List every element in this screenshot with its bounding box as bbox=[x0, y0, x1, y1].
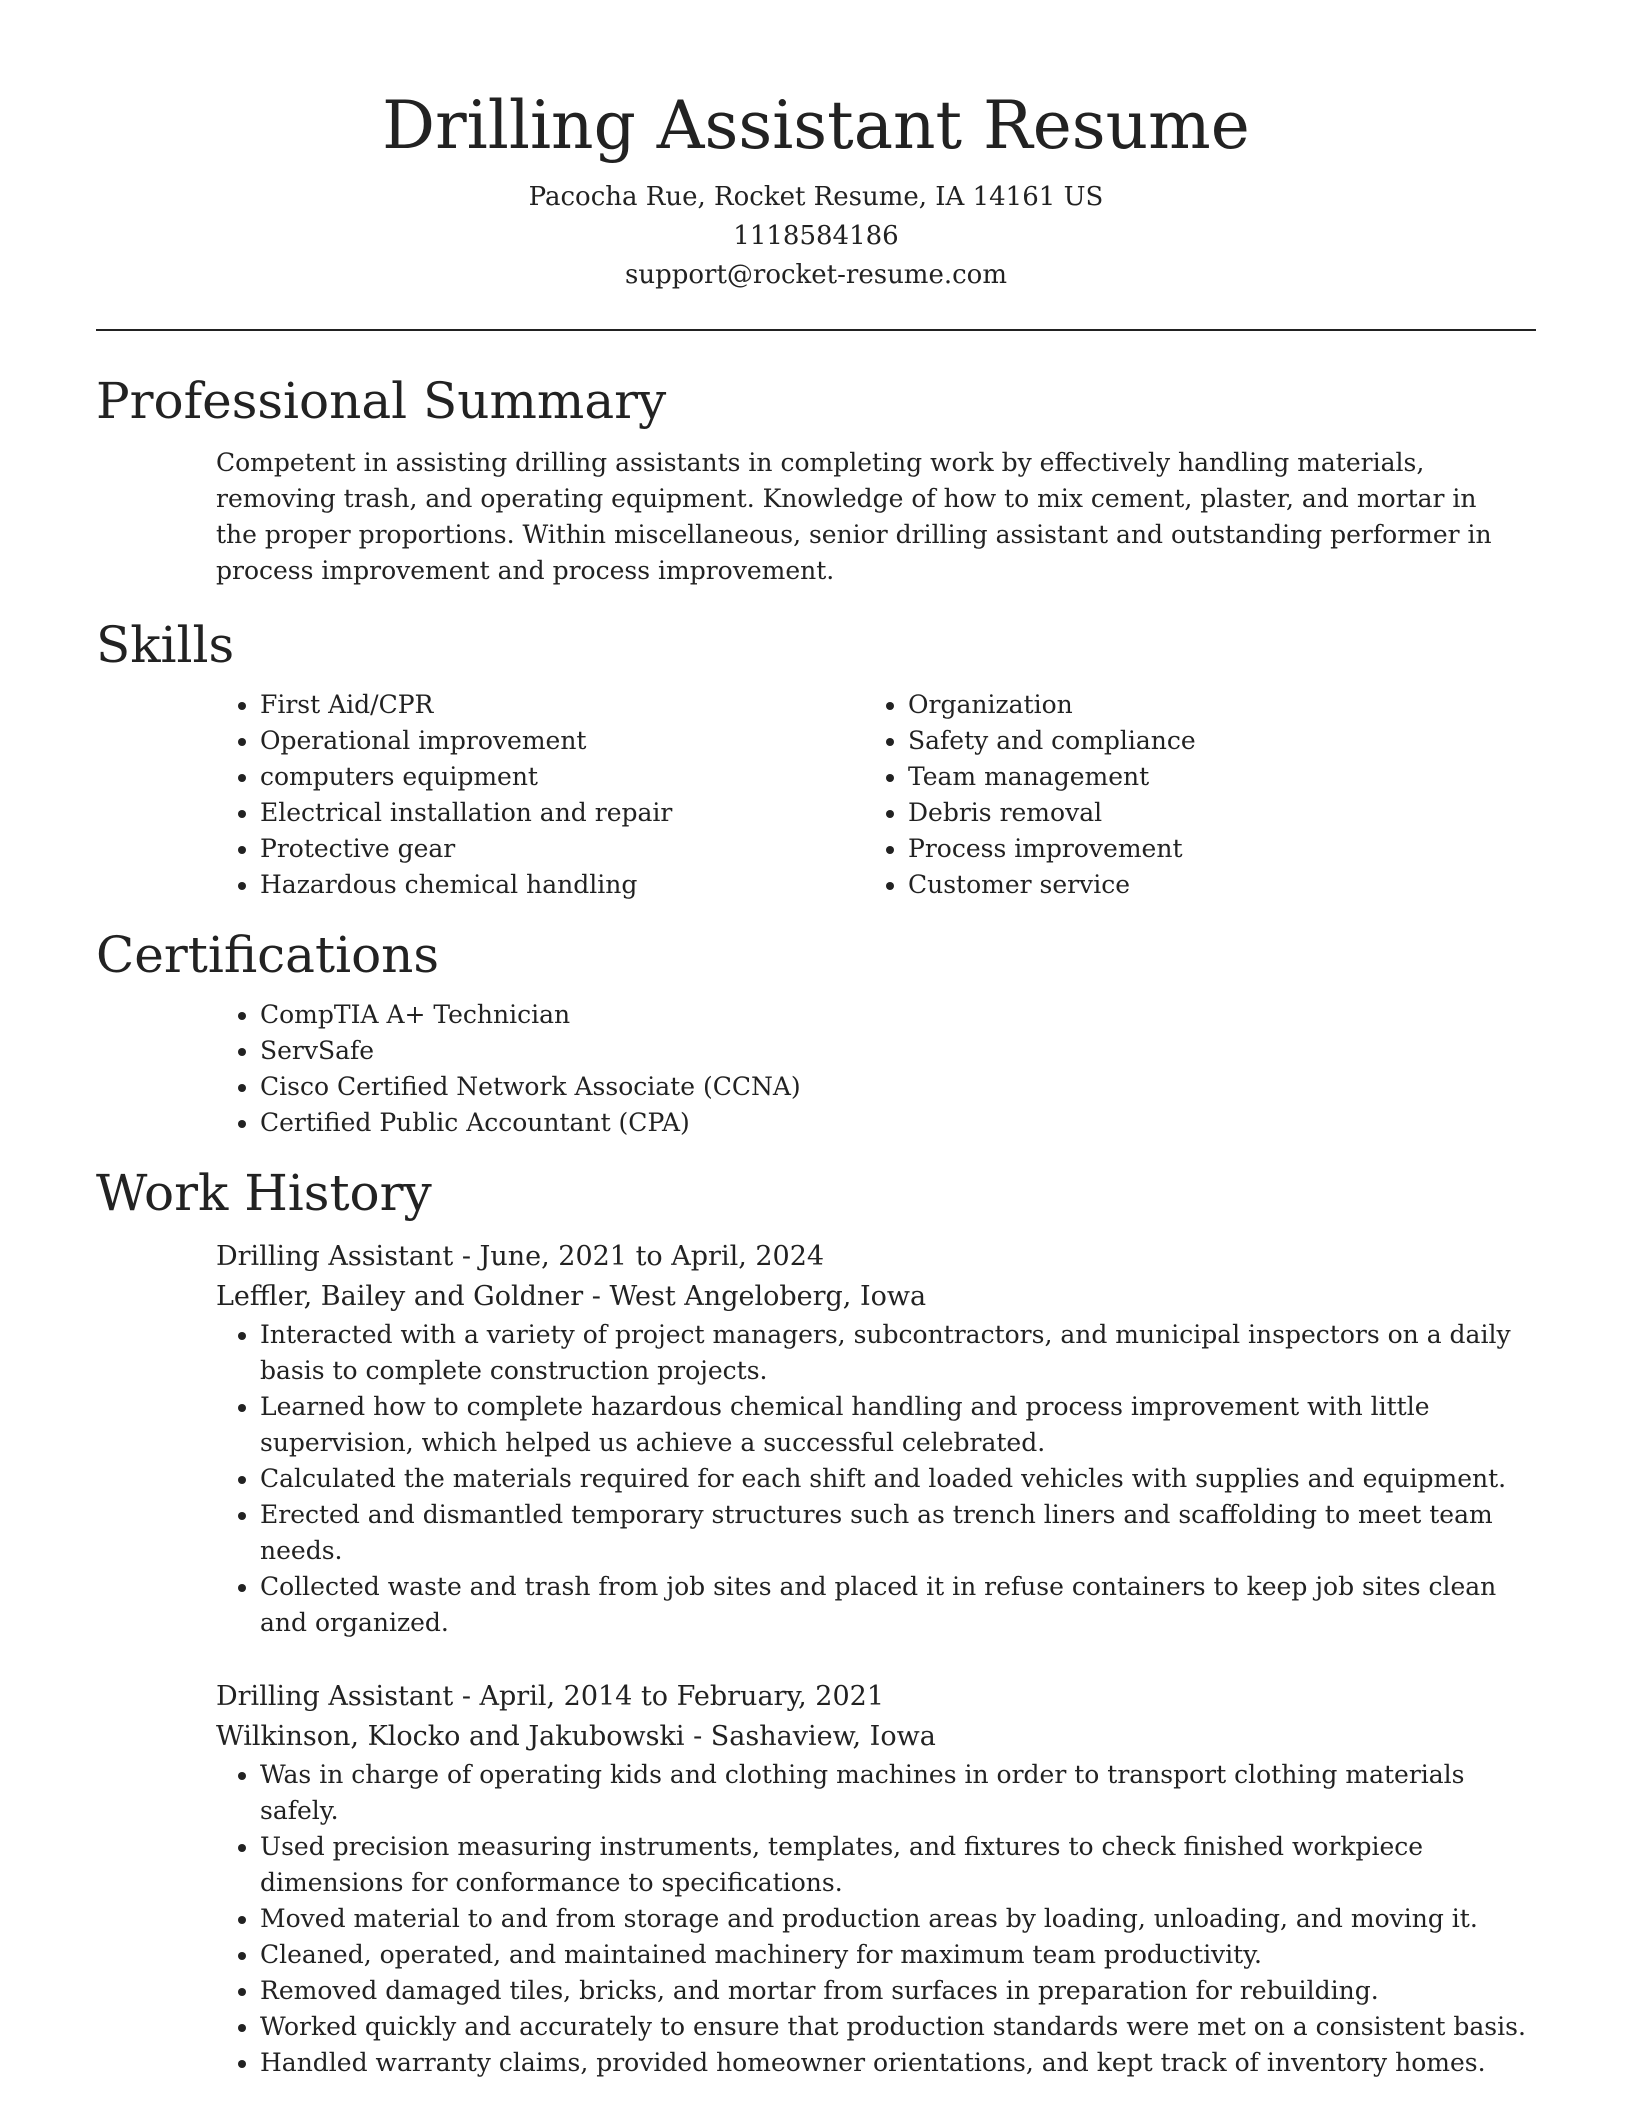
skill-item: • First Aid/CPR bbox=[260, 687, 864, 723]
certification-item: • ServSafe bbox=[260, 1033, 1536, 1069]
section-heading-certifications: Certifications bbox=[96, 926, 440, 984]
job-duty-item: • Calculated the materials required for each shift and loaded vehicles with supplies and equipment. bbox=[260, 1461, 1536, 1497]
contact-phone: 1118584186 bbox=[733, 221, 899, 251]
job-duty-item: • Was in charge of operating kids and clothing machines in order to transport clothing materials safely. bbox=[260, 1757, 1536, 1829]
skills-column-right bbox=[864, 687, 1512, 903]
job-company-line: Leffler, Bailey and Goldner - West Angeloberg, Iowa bbox=[216, 1281, 927, 1312]
job-entry bbox=[216, 1677, 1536, 2081]
job-duty-item: • Cleaned, operated, and maintained machinery for maximum team productivity. bbox=[260, 1937, 1536, 1973]
job-entry bbox=[216, 1237, 1536, 1641]
job-duties-list bbox=[216, 1317, 1536, 1641]
skill-item: • Team management bbox=[908, 759, 1512, 795]
contact-address: Pacocha Rue, Rocket Resume, IA 14161 US bbox=[528, 182, 1104, 212]
skills-grid bbox=[216, 687, 1536, 903]
job-duties-list bbox=[216, 1757, 1536, 2081]
skill-item: • computers equipment bbox=[260, 759, 864, 795]
job-duty-item: • Moved material to and from storage and production areas by loading, unloading, and moving it. bbox=[260, 1901, 1536, 1937]
skills-list-right bbox=[864, 687, 1512, 903]
skill-item: • Safety and compliance bbox=[908, 723, 1512, 759]
contact-email: support@rocket-resume.com bbox=[624, 260, 1007, 290]
job-duty-item: • Learned how to complete hazardous chemical handling and process improvement with little supervision, which helped us achieve a successful celebrated. bbox=[260, 1389, 1536, 1461]
job-duty-item: • Collected waste and trash from job sites and placed it in refuse containers to keep job sites clean and organized. bbox=[260, 1569, 1536, 1641]
certifications-bullets bbox=[216, 997, 1536, 1141]
certification-item: • Cisco Certified Network Associate (CCNA) bbox=[260, 1069, 1536, 1105]
job-duty-item: • Erected and dismantled temporary structures such as trench liners and scaffolding to meet team needs. bbox=[260, 1497, 1536, 1569]
skill-item: • Customer service bbox=[908, 867, 1512, 903]
certification-item: • Certified Public Accountant (CPA) bbox=[260, 1105, 1536, 1141]
job-duty-item: • Interacted with a variety of project managers, subcontractors, and municipal inspectors on a daily basis to complete construction projects. bbox=[260, 1317, 1536, 1389]
skill-item: • Organization bbox=[908, 687, 1512, 723]
job-duty-item: • Used precision measuring instruments, templates, and fixtures to check finished workpiece dimensions for conformance to specifications. bbox=[260, 1829, 1536, 1901]
skill-item: • Hazardous chemical handling bbox=[260, 867, 864, 903]
certification-item: • CompTIA A+ Technician bbox=[260, 997, 1536, 1033]
resume-title: Drilling Assistant Resume bbox=[382, 87, 1250, 164]
skill-item: • Debris removal bbox=[908, 795, 1512, 831]
header-divider bbox=[96, 329, 1536, 331]
section-heading-work-history: Work History bbox=[96, 1164, 432, 1222]
job-duty-item: • Handled warranty claims, provided homeowner orientations, and kept track of inventory homes. bbox=[260, 2045, 1536, 2081]
job-title-line: Drilling Assistant - June, 2021 to April, 2024 bbox=[216, 1241, 825, 1272]
certifications-list bbox=[216, 997, 1536, 1141]
skill-item: • Electrical installation and repair bbox=[260, 795, 864, 831]
skill-item: • Process improvement bbox=[908, 831, 1512, 867]
skill-item: • Protective gear bbox=[260, 831, 864, 867]
skills-column-left bbox=[216, 687, 864, 903]
job-title-line: Drilling Assistant - April, 2014 to February, 2021 bbox=[216, 1681, 884, 1712]
job-company-line: Wilkinson, Klocko and Jakubowski - Sashaview, Iowa bbox=[216, 1721, 936, 1752]
job-duty-item: • Removed damaged tiles, bricks, and mortar from surfaces in preparation for rebuilding. bbox=[260, 1973, 1536, 2009]
job-duty-item: • Worked quickly and accurately to ensure that production standards were met on a consistent basis. bbox=[260, 2009, 1536, 2045]
skill-item: • Operational improvement bbox=[260, 723, 864, 759]
resume-header bbox=[96, 0, 1536, 295]
section-heading-skills: Skills bbox=[96, 616, 235, 674]
skills-list-left bbox=[216, 687, 864, 903]
section-heading-summary: Professional Summary bbox=[96, 372, 667, 430]
summary-text: Competent in assisting drilling assistants in completing work by effectively handling materials, removing trash, and operating equipment. Knowledge of how to mix cement, plaster, and mortar in the proper proportions. Within miscellaneous, senior drilling assistant and outstanding performer in process improvement and process improvement. bbox=[216, 448, 1492, 585]
